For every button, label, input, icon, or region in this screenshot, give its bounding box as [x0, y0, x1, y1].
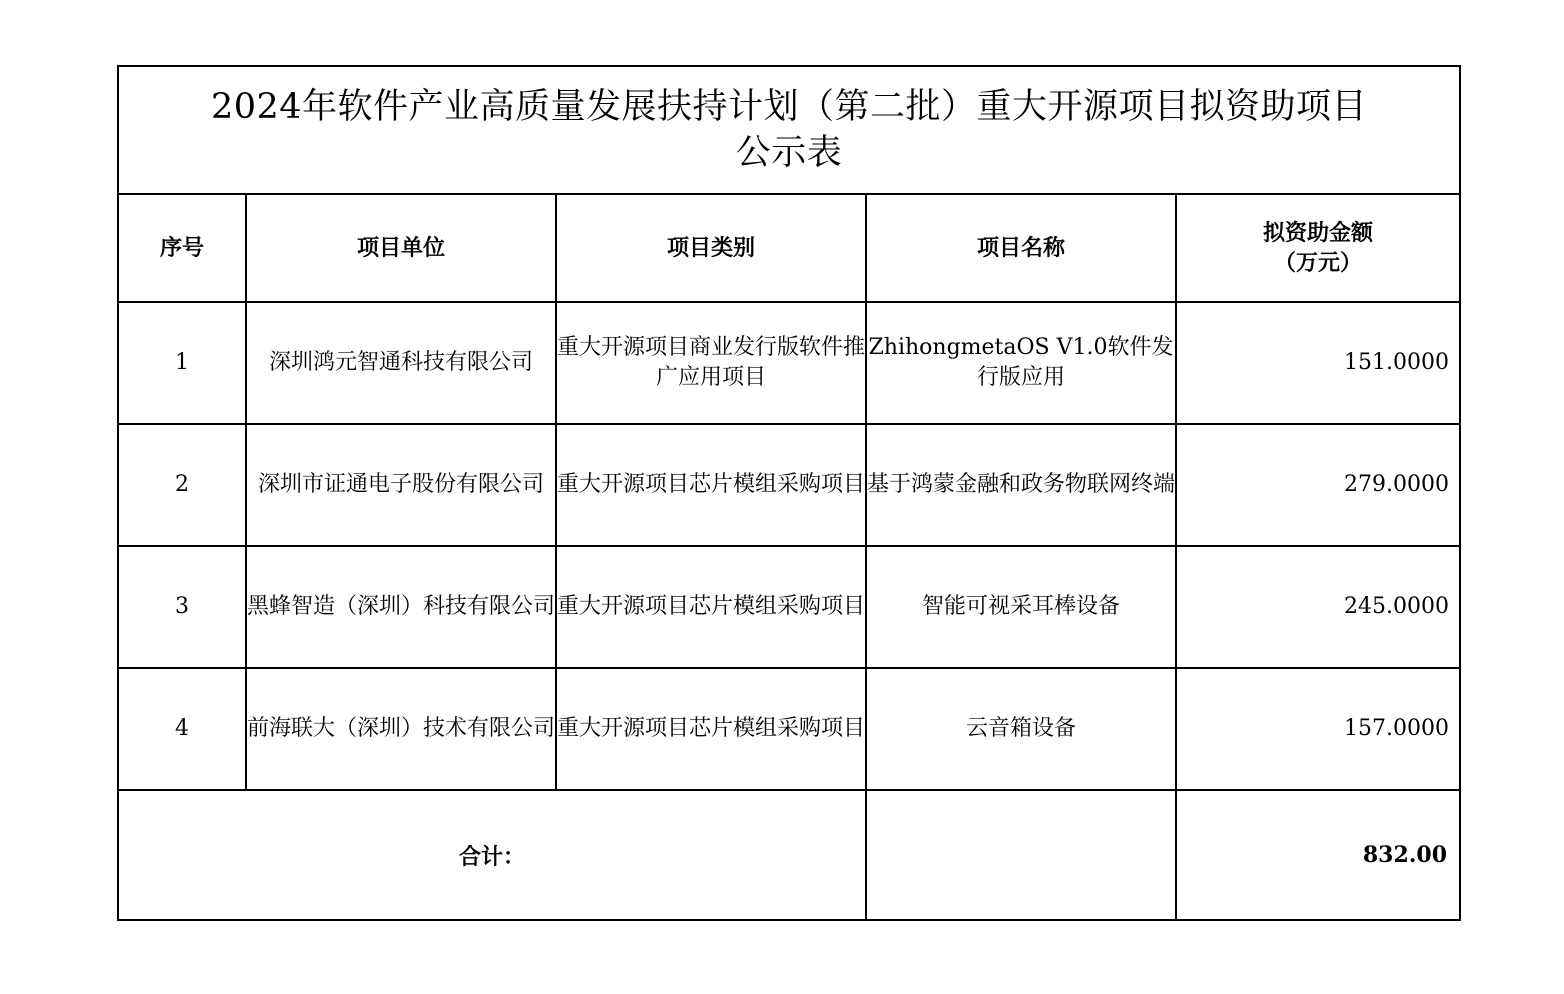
cell-name: ZhihongmetaOS V1.0软件发行版应用 — [866, 302, 1176, 424]
cell-category: 重大开源项目芯片模组采购项目 — [556, 546, 866, 668]
total-row — [118, 790, 1460, 920]
header-unit: 项目单位 — [246, 194, 556, 302]
header-name: 项目名称 — [866, 194, 1176, 302]
cell-unit: 深圳市证通电子股份有限公司 — [246, 424, 556, 546]
cell-amount: 151.0000 — [1176, 302, 1460, 424]
cell-name: 云音箱设备 — [866, 668, 1176, 790]
cell-index: 2 — [118, 424, 246, 546]
cell-category: 重大开源项目芯片模组采购项目 — [556, 668, 866, 790]
table-row — [118, 302, 1460, 424]
header-amount — [1176, 194, 1460, 302]
cell-unit: 深圳鸿元智通科技有限公司 — [246, 302, 556, 424]
cell-category: 重大开源项目商业发行版软件推广应用项目 — [556, 302, 866, 424]
title-line-2: 公示表 — [735, 133, 843, 173]
header-index: 序号 — [118, 194, 246, 302]
cell-unit: 黑蜂智造（深圳）科技有限公司 — [246, 546, 556, 668]
grant-table — [117, 65, 1461, 921]
table-title — [118, 66, 1460, 194]
cell-amount: 245.0000 — [1176, 546, 1460, 668]
title-line-1: 2024年软件产业高质量发展扶持计划（第二批）重大开源项目拟资助项目 — [210, 87, 1368, 127]
cell-index: 3 — [118, 546, 246, 668]
cell-amount: 157.0000 — [1176, 668, 1460, 790]
table-row — [118, 546, 1460, 668]
header-row — [118, 194, 1460, 302]
header-amount-line-2: （万元） — [1274, 250, 1363, 276]
total-amount: 832.00 — [1176, 790, 1460, 920]
cell-name: 智能可视采耳棒设备 — [866, 546, 1176, 668]
cell-name: 基于鸿蒙金融和政务物联网终端 — [866, 424, 1176, 546]
table-row — [118, 424, 1460, 546]
cell-unit: 前海联大（深圳）技术有限公司 — [246, 668, 556, 790]
cell-category: 重大开源项目芯片模组采购项目 — [556, 424, 866, 546]
header-category: 项目类别 — [556, 194, 866, 302]
table-row — [118, 668, 1460, 790]
cell-index: 4 — [118, 668, 246, 790]
cell-amount: 279.0000 — [1176, 424, 1460, 546]
header-amount-line-1: 拟资助金额 — [1263, 220, 1374, 246]
total-label: 合计： — [118, 790, 866, 920]
total-empty-cell — [866, 790, 1176, 920]
cell-index: 1 — [118, 302, 246, 424]
